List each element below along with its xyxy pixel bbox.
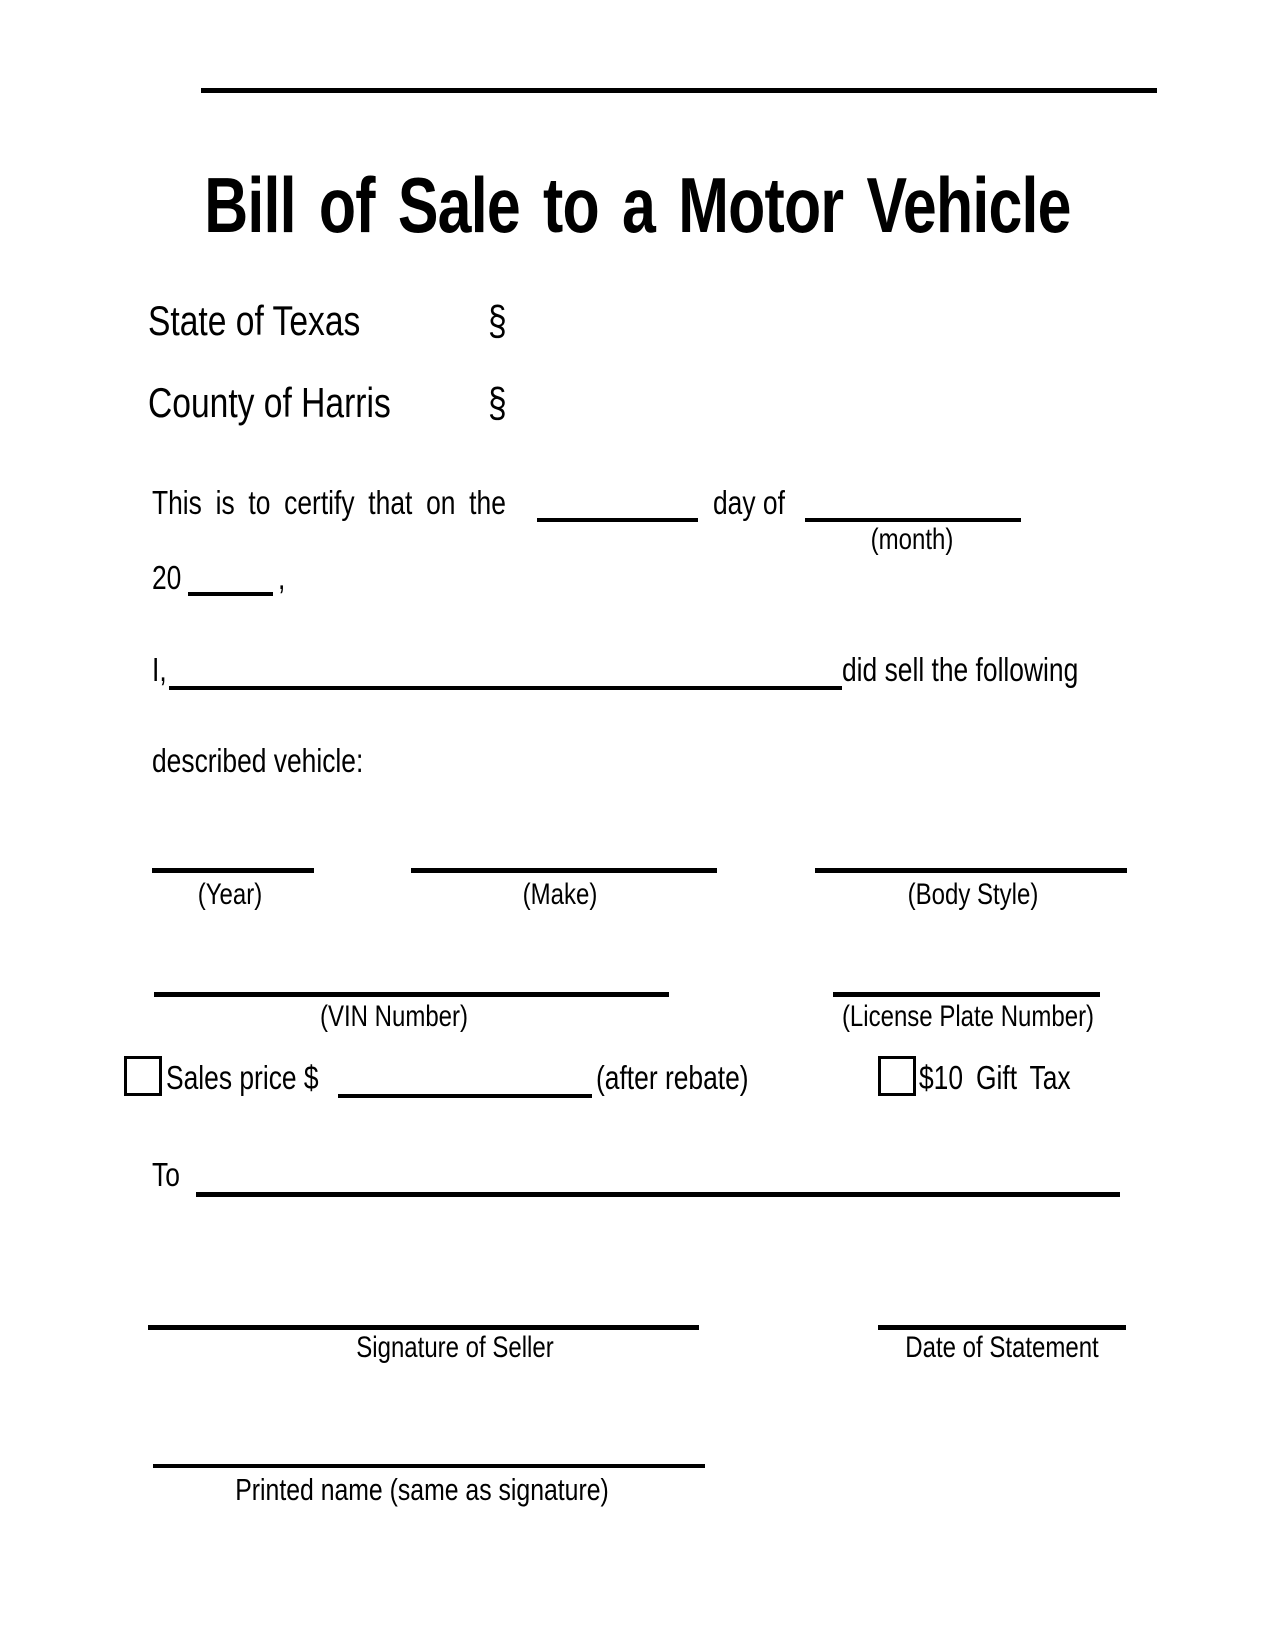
described-vehicle-label: described vehicle: <box>152 742 364 779</box>
county-label: County of Harris <box>148 379 391 426</box>
certify-intro-text: This is to certify that on the <box>152 484 506 521</box>
gift-tax-checkbox[interactable] <box>878 1056 916 1096</box>
vehicle-body-style-line[interactable] <box>815 868 1127 873</box>
county-section-sign: § <box>488 379 507 426</box>
top-rule <box>201 88 1157 93</box>
vehicle-plate-caption: (License Plate Number) <box>841 1000 1095 1033</box>
month-blank-line[interactable] <box>805 518 1021 522</box>
sales-price-blank-line[interactable] <box>338 1094 592 1098</box>
statement-date-line[interactable] <box>878 1325 1126 1330</box>
vehicle-vin-caption: (VIN Number) <box>319 1000 469 1033</box>
month-caption: (month) <box>870 523 954 556</box>
document-title-row <box>0 161 1275 249</box>
to-label: To <box>152 1156 180 1193</box>
seller-name-line[interactable] <box>169 686 842 690</box>
seller-signature-caption: Signature of Seller <box>356 1331 554 1364</box>
state-label: State of Texas <box>148 297 361 344</box>
printed-name-line[interactable] <box>153 1464 705 1468</box>
vehicle-year-caption: (Year) <box>197 878 263 911</box>
vehicle-vin-line[interactable] <box>154 992 669 997</box>
statement-date-caption: Date of Statement <box>905 1331 1099 1364</box>
vehicle-make-caption: (Make) <box>522 878 598 911</box>
sales-price-label: Sales price $ <box>166 1059 319 1096</box>
year-blank-line[interactable] <box>188 592 273 596</box>
buyer-name-line[interactable] <box>196 1192 1120 1197</box>
gift-tax-label: $10 Gift Tax <box>919 1059 1071 1096</box>
state-section-sign: § <box>488 297 507 344</box>
did-sell-label: did sell the following <box>842 651 1079 688</box>
vehicle-make-line[interactable] <box>411 868 717 873</box>
vehicle-plate-line[interactable] <box>833 992 1100 997</box>
day-of-label: day of <box>713 484 785 521</box>
i-label: I, <box>152 651 167 688</box>
vehicle-body-style-caption: (Body Style) <box>907 878 1039 911</box>
year-prefix-text: 20 <box>152 559 182 596</box>
day-blank-line[interactable] <box>537 518 698 522</box>
seller-signature-line[interactable] <box>148 1325 699 1330</box>
printed-name-caption: Printed name (same as signature) <box>235 1472 609 1507</box>
year-comma-text: , <box>278 559 286 596</box>
page-title: Bill of Sale to a Motor Vehicle <box>204 161 1071 249</box>
after-rebate-label: (after rebate) <box>596 1059 749 1096</box>
vehicle-year-line[interactable] <box>152 868 314 873</box>
sales-price-checkbox[interactable] <box>124 1056 162 1096</box>
